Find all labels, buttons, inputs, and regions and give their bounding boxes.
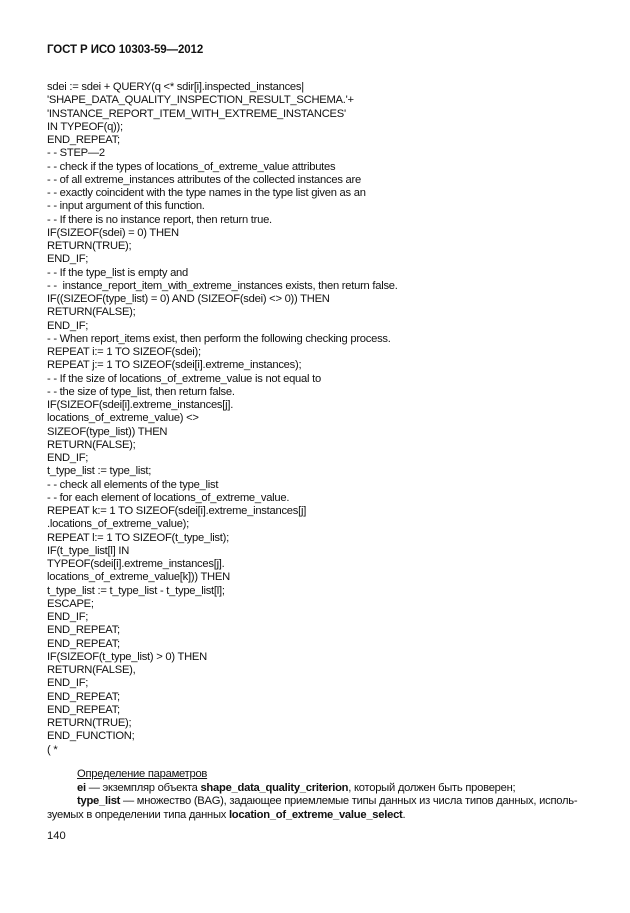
code-line: IF(t_type_list[l] IN — [47, 544, 130, 557]
code-line: REPEAT i:= 1 TO SIZEOF(sdei); — [47, 346, 201, 358]
document-header: ГОСТ Р ИСО 10303-59—2012 — [47, 44, 204, 56]
code-line: - - If the size of locations_of_extreme_value is not equal to — [47, 372, 321, 385]
code-line: TYPEOF(sdei[i].extreme_instances[j]. — [47, 558, 225, 570]
code-line: 'INSTANCE_REPORT_ITEM_WITH_EXTREME_INSTANCES' — [47, 107, 346, 120]
code-line: - - If there is no instance report, then return true. — [47, 213, 272, 226]
code-line: RETURN(FALSE), — [47, 664, 136, 676]
code-line: END_IF; — [47, 452, 89, 464]
code-line: END_IF; — [47, 611, 89, 623]
code-line: t_type_list := t_type_list - t_type_list[l]; — [47, 584, 225, 597]
code-line: - - input argument of this function. — [47, 200, 205, 213]
code-line: IF(SIZEOF(sdei[i].extreme_instances[j]. — [47, 399, 234, 411]
term-type-list: type_list — [77, 795, 121, 807]
definition-ei — [47, 782, 607, 796]
parameter-definitions — [47, 768, 607, 822]
page-number: 140 — [47, 830, 66, 842]
code-line: .locations_of_extreme_value); — [47, 518, 190, 531]
entity-name: shape_data_quality_criterion — [200, 781, 349, 794]
code-line: - - check all elements of the type_list — [47, 478, 219, 491]
code-line: - - of all extreme_instances attributes of the collected instances are — [47, 173, 361, 186]
code-line: END_IF; — [47, 677, 89, 690]
definition-type-list-text-a: — множество (BAG), задающее приемлемые типы данных из числа типов данных, исполь- — [120, 795, 578, 807]
code-line: IF(SIZEOF(sdei) = 0) THEN — [47, 226, 179, 239]
express-code-block — [47, 81, 607, 757]
code-line: - - the size of type_list, then return false. — [47, 385, 235, 398]
code-line: END_IF; — [47, 253, 89, 266]
code-line: END_REPEAT; — [47, 624, 120, 637]
code-line: RETURN(TRUE); — [47, 240, 132, 252]
code-line: IN TYPEOF(q)); — [47, 120, 123, 133]
code-line: REPEAT j:= 1 TO SIZEOF(sdei[i].extreme_instances); — [47, 359, 302, 372]
code-line: SIZEOF(type_list)) THEN — [47, 425, 168, 438]
code-line: 'SHAPE_DATA_QUALITY_INSPECTION_RESULT_SCHEMA.'+ — [47, 94, 354, 107]
code-line: ESCAPE; — [47, 597, 94, 610]
code-line: END_FUNCTION; — [47, 730, 135, 743]
select-type-name: location_of_extreme_value_select — [228, 808, 403, 821]
code-line: sdei := sdei + QUERY(q <* sdir[i].inspected_instances| — [47, 81, 304, 93]
code-line: - - exactly coincident with the type names in the type list given as an — [47, 187, 366, 199]
definitions-heading: Определение параметров — [77, 768, 208, 780]
definition-type-list-continued — [47, 809, 607, 823]
code-line: locations_of_extreme_value) <> — [47, 412, 199, 425]
code-line: RETURN(FALSE); — [47, 306, 136, 319]
code-line: locations_of_extreme_value[k])) THEN — [47, 571, 230, 584]
code-line: - - check if the types of locations_of_extreme_value attributes — [47, 160, 336, 173]
code-line: RETURN(TRUE); — [47, 717, 132, 729]
code-line: END_REPEAT; — [47, 637, 120, 650]
definition-type-list — [47, 795, 607, 809]
code-line: - - When report_items exist, then perform the following checking process. — [47, 332, 391, 345]
definition-ei-text-b: , который должен быть проверен; — [348, 781, 516, 794]
code-line: ( * — [47, 743, 58, 756]
code-line: IF((SIZEOF(type_list) = 0) AND (SIZEOF(sdei) <> 0)) THEN — [47, 293, 330, 305]
code-line: t_type_list := type_list; — [47, 465, 152, 478]
code-line: REPEAT k:= 1 TO SIZEOF(sdei[i].extreme_instances[j] — [47, 505, 307, 517]
code-line: REPEAT l:= 1 TO SIZEOF(t_type_list); — [47, 531, 229, 544]
definition-type-list-text-c: . — [402, 808, 406, 821]
code-line: END_REPEAT; — [47, 703, 120, 716]
code-line: - - STEP—2 — [47, 147, 105, 160]
definition-type-list-text-b: зуемых в определении типа данных — [47, 808, 229, 821]
code-line: END_REPEAT; — [47, 690, 120, 703]
code-line: END_IF; — [47, 319, 89, 332]
code-line: RETURN(FALSE); — [47, 438, 136, 451]
definition-ei-text-a: — экземпляр объекта — [85, 781, 201, 794]
code-line: - - for each element of locations_of_extreme_value. — [47, 491, 290, 504]
code-line: - - instance_report_item_with_extreme_instances exists, then return false. — [47, 279, 398, 292]
code-line: END_REPEAT; — [47, 134, 120, 146]
code-line: IF(SIZEOF(t_type_list) > 0) THEN — [47, 650, 207, 663]
code-line: - - If the type_list is empty and — [47, 266, 188, 279]
term-ei: ei — [77, 781, 86, 794]
